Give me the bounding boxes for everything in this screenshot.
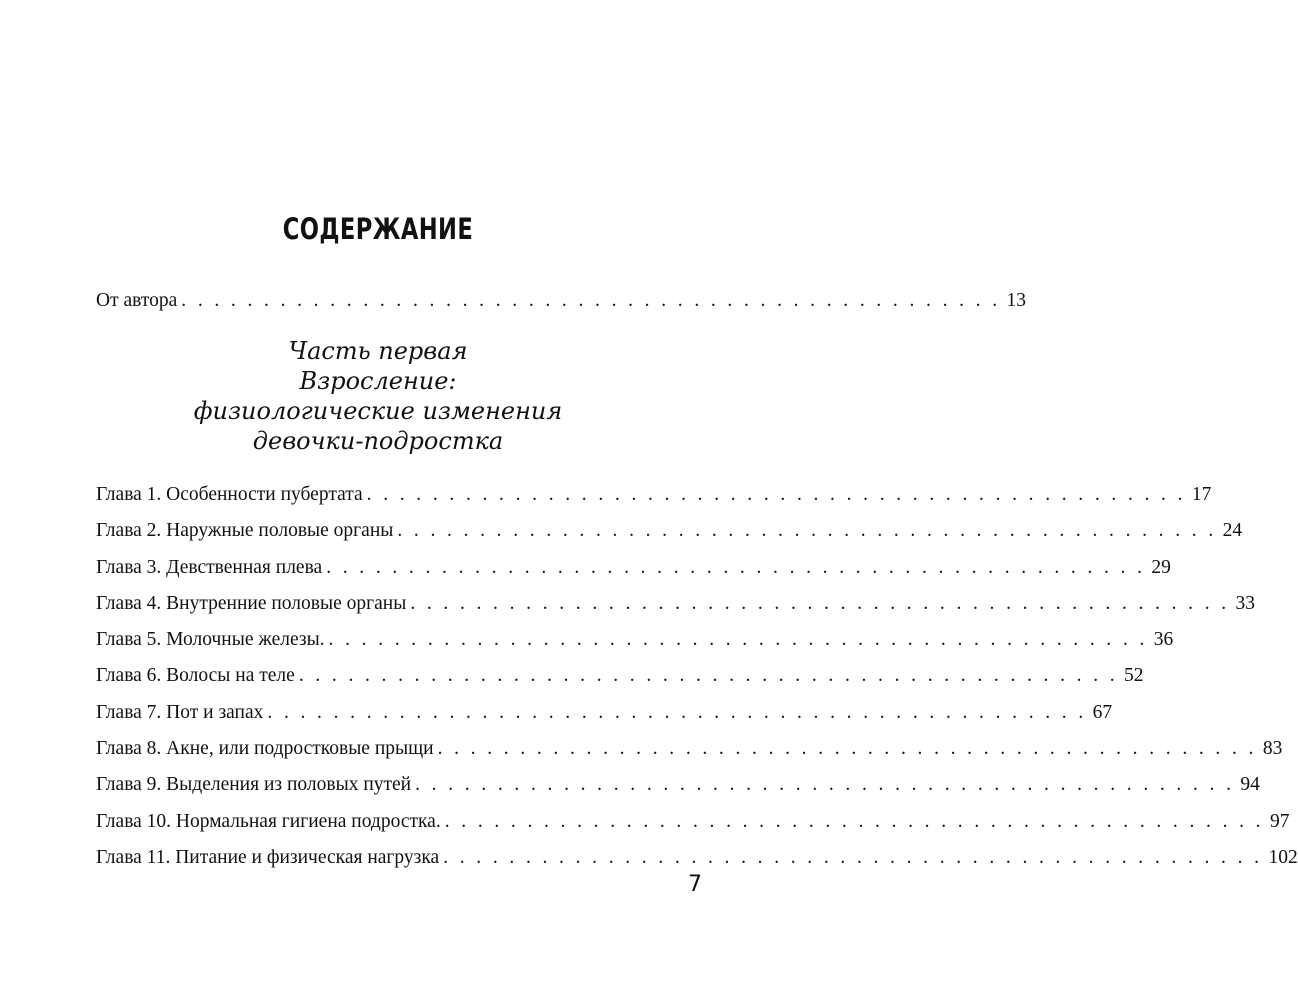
page-number: 7 (688, 872, 702, 897)
toc-entry-chapter (96, 591, 1256, 617)
toc-entry-title: Глава 7. Пот и запах (96, 702, 264, 723)
toc-entry-chapter (96, 845, 1298, 871)
toc-entry-page: 13 (1006, 290, 1027, 311)
toc-entry-page: 102 (1268, 847, 1298, 868)
toc-entry-chapter (96, 772, 1260, 798)
toc-entry-page: 94 (1240, 774, 1260, 795)
dot-leader: . . . . . . . . . . . . . . . . . . . . . . . . . . . . . . . . . . . . . . . . . . . . . . . . . . (267, 702, 1087, 723)
dot-leader: . . . . . . . . . . . . . . . . . . . . . . . . . . . . . . . . . . . . . . . . . . . . . . . . . . (444, 811, 1264, 832)
toc-entry-page: 29 (1151, 557, 1171, 578)
toc-entry-title: От автора (96, 290, 178, 311)
dot-leader: . . . . . . . . . . . . . . . . . . . . . . . . . . . . . . . . . . . . . . . . . . . . . . . . . . (410, 593, 1230, 614)
toc-entry-page: 83 (1262, 738, 1283, 759)
part-heading-line: физиологические изменения (193, 397, 563, 425)
toc-entry-title: Глава 3. Девственная плева (96, 557, 323, 578)
dot-leader: . . . . . . . . . . . . . . . . . . . . . . . . . . . . . . . . . . . . . . . . . . . . . . . . . . (366, 484, 1186, 505)
toc-entry-chapter (96, 809, 1290, 835)
toc-entry-chapter (96, 700, 1113, 726)
toc-entry-title: Глава 1. Особенности пубертата (96, 484, 363, 505)
toc-entry-chapter (96, 627, 1174, 653)
toc-entry-title: Глава 9. Выделения из половых путей (96, 774, 412, 795)
toc-entry-page: 17 (1191, 484, 1212, 505)
dot-leader: . . . . . . . . . . . . . . . . . . . . . . . . . . . . . . . . . . . . . . . . . . . . . . . . . . (326, 557, 1146, 578)
dot-leader: . . . . . . . . . . . . . . . . . . . . . . . . . . . . . . . . . . . . . . . . . . . . . . . . . . (397, 520, 1217, 541)
dot-leader: . . . . . . . . . . . . . . . . . . . . . . . . . . . . . . . . . . . . . . . . . . . . . . . . . . (181, 290, 1001, 311)
dot-leader: . . . . . . . . . . . . . . . . . . . . . . . . . . . . . . . . . . . . . . . . . . . . . . . . . . (415, 774, 1235, 795)
dot-leader: . . . . . . . . . . . . . . . . . . . . . . . . . . . . . . . . . . . . . . . . . . . . . . . . . . (437, 738, 1257, 759)
page-title: СОДЕРЖАНИЕ (282, 212, 474, 246)
toc-entry-page: 97 (1269, 811, 1290, 832)
dot-leader: . . . . . . . . . . . . . . . . . . . . . . . . . . . . . . . . . . . . . . . . . . . . . . . . . . (298, 665, 1119, 686)
toc-entry-title: Глава 2. Наружные половые органы (96, 520, 394, 541)
toc-entry-page: 67 (1092, 702, 1113, 723)
toc-entry-title: Глава 4. Внутренние половые органы (96, 593, 407, 614)
toc-entry-chapter (96, 518, 1243, 544)
part-heading-line: девочки-подростка (252, 427, 504, 455)
toc-entry-title: Глава 10. Нормальная гигиена подростка. (96, 811, 441, 832)
dot-leader: . . . . . . . . . . . . . . . . . . . . . . . . . . . . . . . . . . . . . . . . . . . . . . . . . . (443, 847, 1263, 868)
part-heading-line: Взросление: (299, 367, 457, 395)
dot-leader: . . . . . . . . . . . . . . . . . . . . . . . . . . . . . . . . . . . . . . . . . . . . . . . . . . (328, 629, 1148, 650)
part-heading-line: Часть первая (288, 337, 468, 365)
toc-entry-title: Глава 5. Молочные железы. (96, 629, 325, 650)
toc-entry-page: 24 (1222, 520, 1243, 541)
toc-entry-chapter (96, 663, 1144, 689)
toc-entry-title: Глава 6. Волосы на теле (96, 665, 295, 686)
toc-entry-page: 33 (1235, 593, 1256, 614)
toc-entry-intro (96, 288, 1027, 314)
toc-entry-chapter (96, 482, 1212, 508)
toc-entry-chapter (96, 736, 1283, 762)
toc-entry-title: Глава 11. Питание и физическая нагрузка (96, 847, 440, 868)
toc-entry-chapter (96, 555, 1171, 581)
part-heading (100, 336, 656, 456)
toc-entry-page: 36 (1153, 629, 1174, 650)
toc-entry-page: 52 (1124, 665, 1144, 686)
toc-entry-title: Глава 8. Акне, или подростковые прыщи (96, 738, 434, 759)
